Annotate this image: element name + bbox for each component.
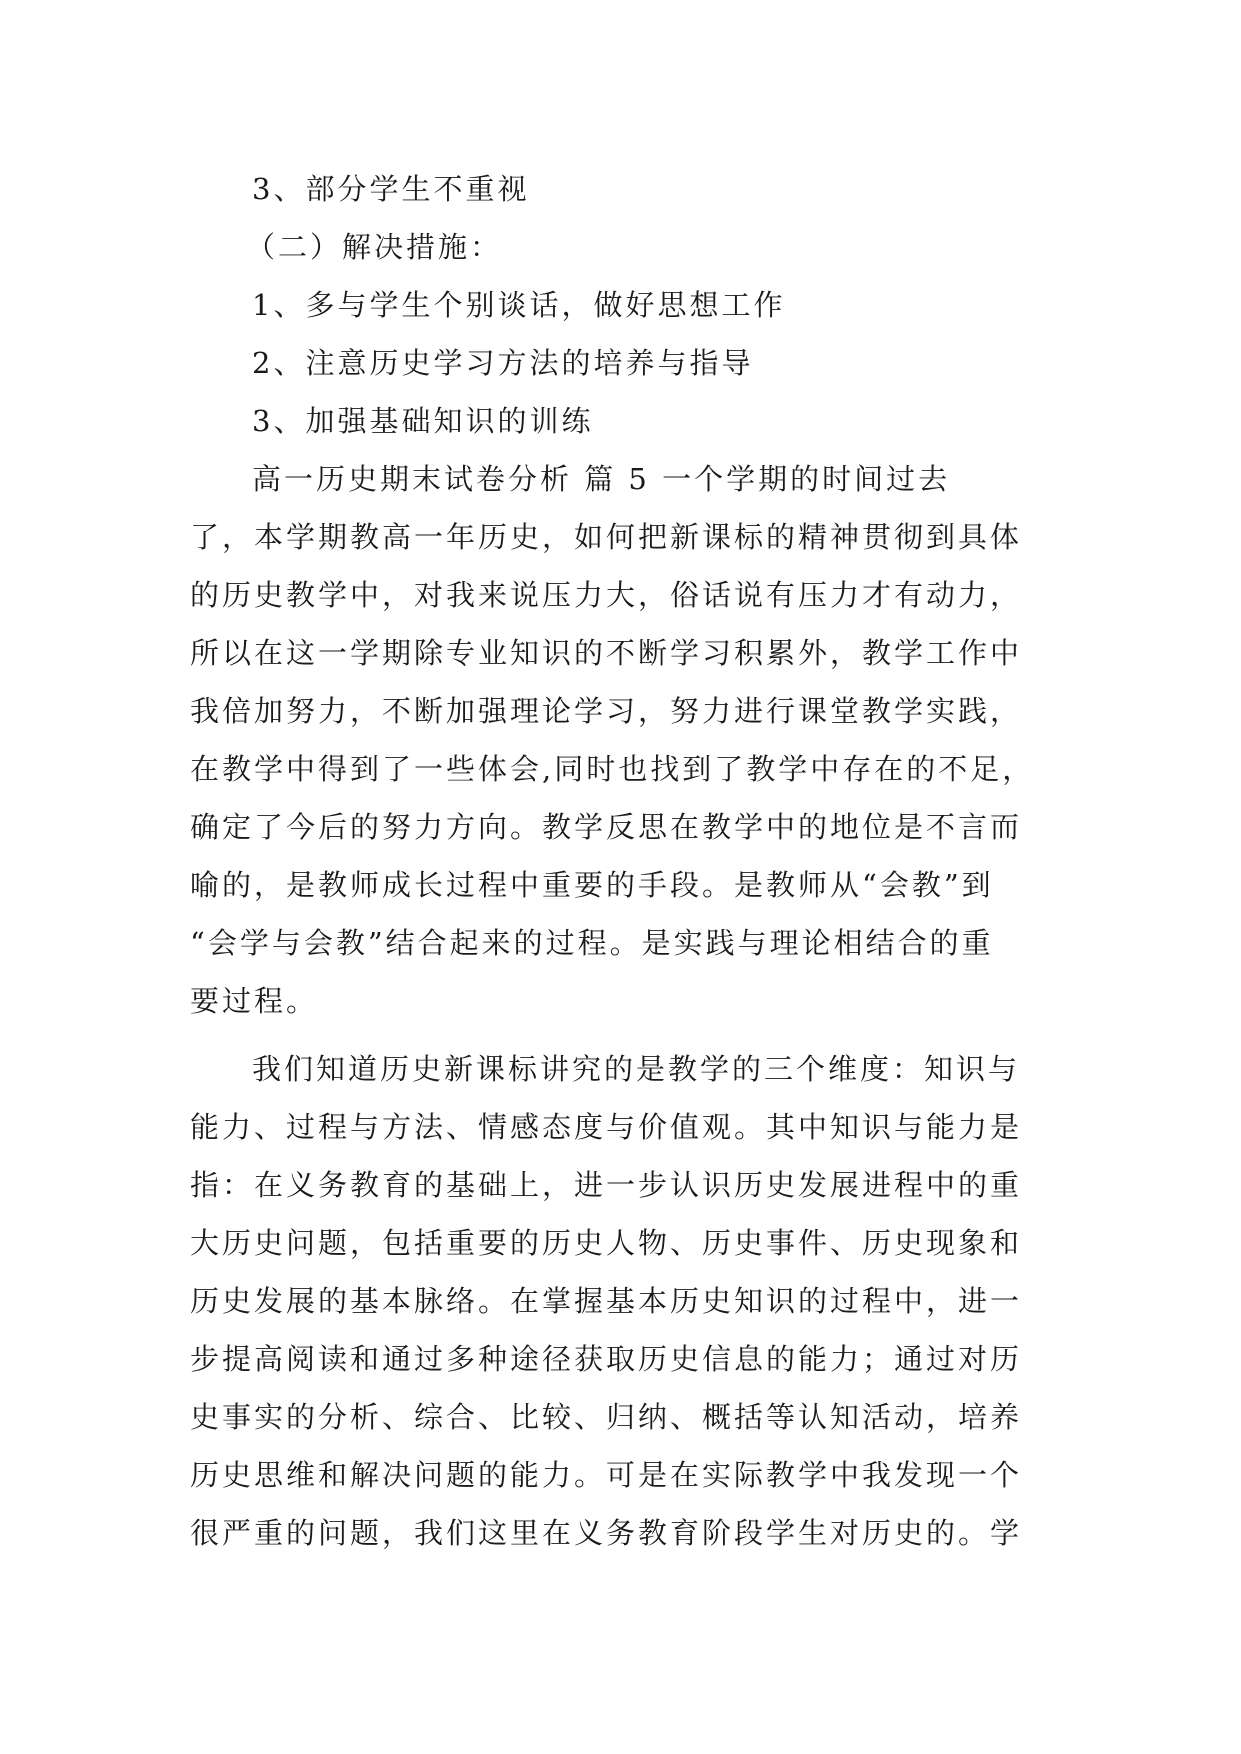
list-item: 1、多与学生个别谈话，做好思想工作: [252, 288, 786, 322]
paragraph-2: [190, 1040, 1070, 1562]
paragraph-line: 了，本学期教高一年历史，如何把新课标的精神贯彻到具体: [190, 520, 1023, 554]
section-heading: （二）解决措施：: [246, 230, 503, 264]
list-item: 3、加强基础知识的训练: [252, 404, 594, 438]
list-item: 3、部分学生不重视: [252, 172, 530, 206]
paragraph-line: 史事实的分析、综合、比较、归纳、概括等认知活动，培养: [190, 1400, 1023, 1434]
paragraph-line: 步提高阅读和通过多种途径获取历史信息的能力；通过对历: [190, 1342, 1023, 1376]
paragraph-line: 喻的，是教师成长过程中重要的手段。是教师从“会教”到: [190, 868, 994, 902]
paragraph-line: 确定了今后的努力方向。教学反思在教学中的地位是不言而: [190, 810, 1023, 844]
paragraph-line: 历史思维和解决问题的能力。可是在实际教学中我发现一个: [190, 1458, 1023, 1492]
paragraph-gap: [190, 1030, 1070, 1040]
paragraph-line: 要过程。: [190, 984, 319, 1018]
paragraph-line: 能力、过程与方法、情感态度与价值观。其中知识与能力是: [190, 1110, 1023, 1144]
paragraph-line: 大历史问题，包括重要的历史人物、历史事件、历史现象和: [190, 1226, 1023, 1260]
paragraph-line: 指：在义务教育的基础上，进一步认识历史发展进程中的重: [190, 1168, 1023, 1202]
paragraph-line: 所以在这一学期除专业知识的不断学习积累外，教学工作中: [190, 636, 1023, 670]
paragraph-line: 高一历史期末试卷分析 篇 5 一个学期的时间过去: [252, 462, 951, 496]
paragraph-line: 历史发展的基本脉络。在掌握基本历史知识的过程中，进一: [190, 1284, 1023, 1318]
paragraph-line: 我们知道历史新课标讲究的是教学的三个维度：知识与: [252, 1052, 1021, 1086]
paragraph-line: 很严重的问题，我们这里在义务教育阶段学生对历史的。学: [190, 1516, 1023, 1550]
list-item: 2、注意历史学习方法的培养与指导: [252, 346, 754, 380]
paragraph-1: [190, 450, 1070, 1030]
paragraph-line: “会学与会教”结合起来的过程。是实践与理论相结合的重: [190, 926, 994, 960]
paragraph-line: 我倍加努力，不断加强理论学习，努力进行课堂教学实践，: [190, 694, 1023, 728]
paragraph-line: 的历史教学中，对我来说压力大，俗话说有压力才有动力，: [190, 578, 1023, 612]
paragraph-line: 在教学中得到了一些体会,同时也找到了教学中存在的不足，: [190, 752, 1035, 786]
document-body: [190, 160, 1070, 1562]
